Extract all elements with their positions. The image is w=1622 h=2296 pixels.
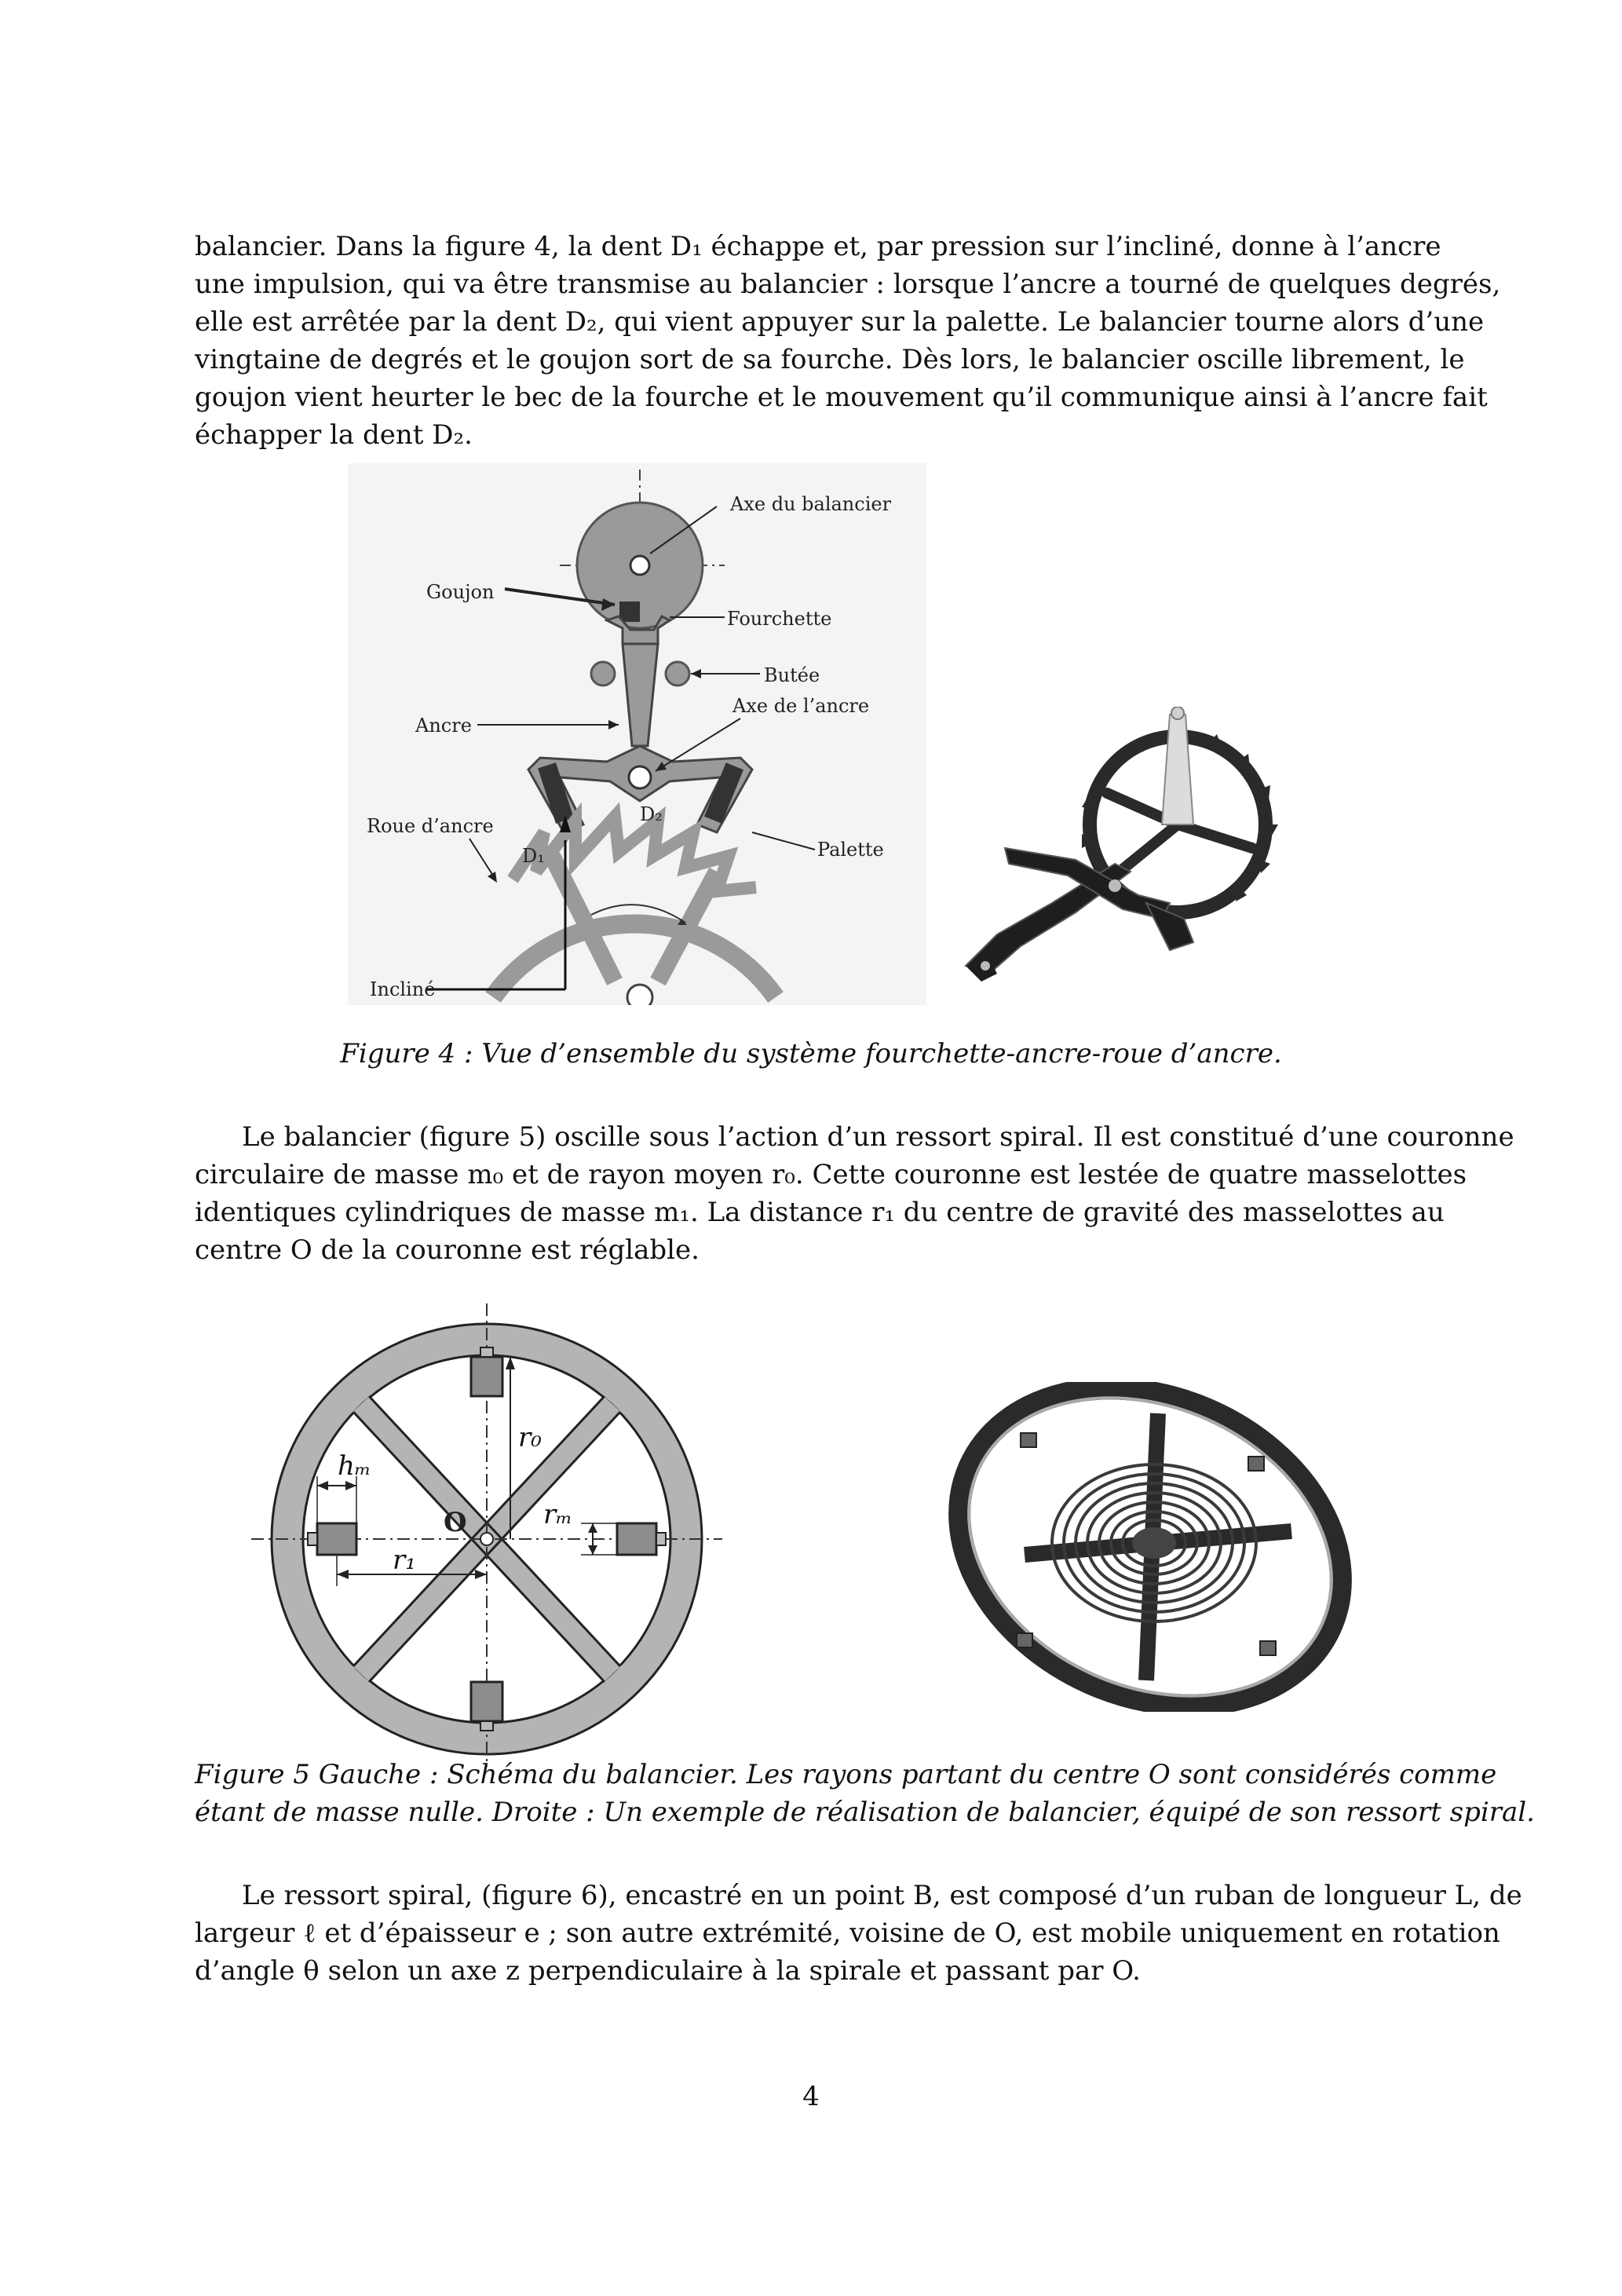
label-r1: r₁ xyxy=(393,1545,416,1576)
goujon-pin xyxy=(619,601,640,622)
masselotte-left xyxy=(308,1523,356,1555)
caption-line: Figure 5 Gauche : Schéma du balancier. Les rayons partant du centre O sont considérés comme xyxy=(195,1759,1497,1790)
caption-line: étant de masse nulle. Droite : Un exemple de réalisation de balancier, équipé de son ressort spiral. xyxy=(195,1797,1535,1828)
figure4-caption: Figure 4 : Vue d’ensemble du système fourchette-ancre-roue d’ancre. xyxy=(340,1038,1282,1069)
anchor-render xyxy=(966,848,1193,982)
label-ancre: Ancre xyxy=(415,715,472,737)
figure5-caption xyxy=(195,1756,1535,1831)
text-line: Le balancier (figure 5) oscille sous l’action d’un ressort spiral. Il est constitué d’une couronne xyxy=(242,1121,1514,1153)
paragraph-balancier xyxy=(195,1118,1514,1269)
text-line: balancier. Dans la figure 4, la dent D₁ échappe et, par pression sur l’incliné, donne à l’ancre xyxy=(195,231,1441,262)
text-line: une impulsion, qui va être transmise au balancier : lorsque l’ancre a tourné de quelques degrés, xyxy=(195,269,1501,300)
text-line: échapper la dent D₂. xyxy=(195,419,473,451)
label-d2: D₂ xyxy=(640,803,663,825)
label-rm: rₘ xyxy=(543,1499,573,1530)
text-line: vingtaine de degrés et le goujon sort de sa fourche. Dès lors, le balancier oscille librement, le xyxy=(195,344,1465,375)
label-axe-ancre: Axe de l’ancre xyxy=(732,695,870,717)
label-roue-ancre: Roue d’ancre xyxy=(367,815,494,837)
label-butee: Butée xyxy=(764,664,820,686)
banking-pin-right xyxy=(666,662,689,686)
text-line: goujon vient heurter le bec de la fourche et le mouvement qu’il communique ainsi à l’ancre fait xyxy=(195,382,1488,413)
label-axe-balancier: Axe du balancier xyxy=(730,493,892,515)
text-line: d’angle θ selon un axe z perpendiculaire à la spirale et passant par O. xyxy=(195,1955,1141,1987)
label-goujon: Goujon xyxy=(426,581,495,603)
text-line: elle est arrêtée par la dent D₂, qui vient appuyer sur la palette. Le balancier tourne alors d’une xyxy=(195,306,1485,338)
page-number: 4 xyxy=(802,2081,820,2112)
text-line: centre O de la couronne est réglable. xyxy=(195,1234,700,1266)
label-d1: D₁ xyxy=(522,845,545,867)
text-line: largeur ℓ et d’épaisseur e ; son autre extrémité, voisine de O, est mobile uniquement en rotation xyxy=(195,1918,1500,1949)
paragraph-escapement xyxy=(195,228,1501,454)
text-line: Le ressort spiral, (figure 6), encastré en un point B, est composé d’un ruban de longueur L, de xyxy=(242,1880,1522,1911)
figure4-schematic xyxy=(348,463,926,1005)
label-incline: Incliné xyxy=(370,978,436,1000)
masselotte-right xyxy=(617,1523,666,1555)
text-line: circulaire de masse m₀ et de rayon moyen r₀. Cette couronne est lestée de quatre masselottes xyxy=(195,1159,1467,1190)
banking-pin-left xyxy=(591,662,615,686)
label-o: O xyxy=(444,1507,467,1538)
label-r0: r₀ xyxy=(518,1422,542,1453)
label-hm: hₘ xyxy=(338,1450,371,1482)
figure5-photo xyxy=(946,1382,1354,1712)
text-line: identiques cylindriques de masse m₁. La distance r₁ du centre de gravité des masselottes au xyxy=(195,1197,1445,1228)
figure5-schematic xyxy=(251,1303,722,1767)
paragraph-ressort xyxy=(195,1877,1522,1990)
figure4-photo xyxy=(934,707,1327,1005)
label-palette: Palette xyxy=(817,839,884,861)
label-fourchette: Fourchette xyxy=(727,608,832,630)
